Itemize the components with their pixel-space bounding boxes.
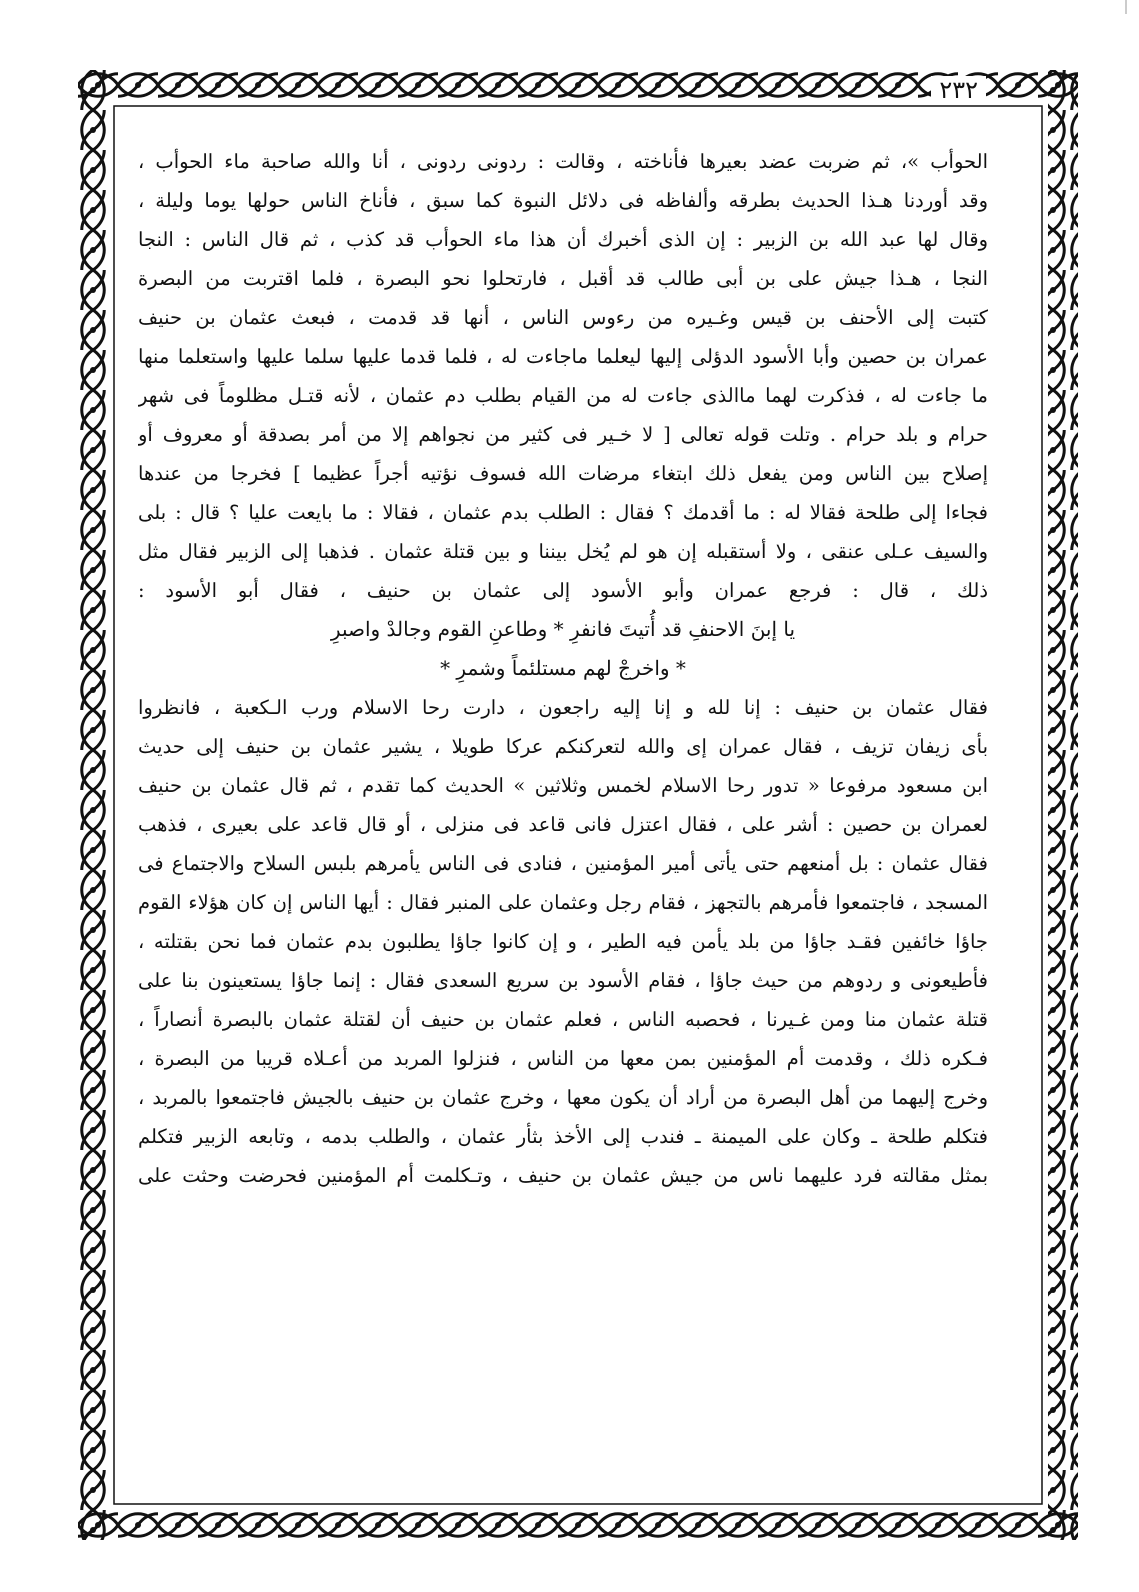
text-line: فجاءا إلى طلحة فقالا له : ما أقدمك ؟ فقال : الطلب بدم عثمان ، فقالا : ما بايعت عليا ؟ قال : بلى bbox=[138, 501, 988, 524]
text-line: فقال عثمان : بل أمنعهم حتى يأتى أمير المؤمنين ، فنادى فى الناس يأمرهم بلبس السلاح والاجتماع فى bbox=[138, 852, 988, 875]
page-number: ٢٣٢ bbox=[931, 76, 986, 104]
page-body bbox=[138, 142, 988, 1195]
text-line: وقال لها عبد الله بن الزبير : إن الذى أخبرك أن هذا ماء الحوأب قد كذب ، ثم قال الناس : النجا bbox=[138, 228, 988, 251]
text-line: حرام و بلد حرام . وتلت قوله تعالى [ لا خـير فى كثير من نجواهم إلا من أمر بصدقة أو معروف أو bbox=[138, 423, 988, 446]
text-line: الحوأب »، ثم ضربت عضد بعيرها فأناخته ، وقالت : ردونى ردونى ، أنا والله صاحبة ماء الحوأب ، bbox=[138, 150, 988, 173]
text-line: بمثل مقالته فرد عليهما ناس من جيش عثمان بن حنيف ، وتـكلمت أم المؤمنين فحرضت وحثت على bbox=[138, 1164, 988, 1187]
text-line: جاؤا خائفين فقـد جاؤا من بلد يأمن فيه الطير ، و إن كانوا جاؤا يطلبون بدم عثمان فما نحن بقتلته ، bbox=[138, 930, 988, 953]
page-frame bbox=[78, 70, 1078, 1540]
text-line: النجا ، هـذا جيش على بن أبى طالب قد أقبل ، فارتحلوا نحو البصرة ، فلما اقتربت من البصرة bbox=[138, 267, 988, 290]
text-line: كتبت إلى الأحنف بن قيس وغـيره من رءوس الناس ، أنها قد قدمت ، فبعث عثمان بن حنيف bbox=[138, 306, 988, 329]
text-line: ابن مسعود مرفوعا « تدور رحا الاسلام لخمس وثلاثين » الحديث كما تقدم ، ثم قال عثمان بن حنيف bbox=[138, 774, 988, 797]
verse-line: * واخرجْ لهم مستلئماً وشمرِ * bbox=[440, 656, 686, 680]
text-line: وخرج إليهما من أهل البصرة من أراد أن يكون معها ، وخرج عثمان بن حنيف بالجيش فاجتمعوا بالمربد ، bbox=[138, 1086, 988, 1109]
text-line: إصلاح بين الناس ومن يفعل ذلك ابتغاء مرضات الله فسوف نؤتيه أجراً عظيما ] فخرجا من عندها bbox=[138, 462, 988, 485]
scan-edge-mark bbox=[1125, 0, 1127, 14]
text-line: ذلك ، قال : فرجع عمران وأبو الأسود إلى عثمان بن حنيف ، فقال أبو الأسود : bbox=[138, 579, 988, 602]
text-line: فقال عثمان بن حنيف : إنا لله و إنا إليه راجعون ، دارت رحا الاسلام ورب الـكعبة ، فانظروا bbox=[138, 696, 988, 719]
text-line: قتلة عثمان منا ومن غـيرنا ، فحصبه الناس ، فعلم عثمان بن حنيف أن لقتلة عثمان بالبصرة أنصاراً ، bbox=[138, 1008, 988, 1031]
text-line: والسيف عـلى عنقى ، ولا أستقبله إن هو لم يُخل بيننا و بين قتلة عثمان . فذهبا إلى الزبير فقال مثل bbox=[138, 540, 988, 563]
text-line: المسجد ، فاجتمعوا فأمرهم بالتجهز ، فقام رجل وعثمان على المنبر فقال : أيها الناس إن كان هؤلاء القوم bbox=[138, 891, 988, 914]
text-line: فـكره ذلك ، وقدمت أم المؤمنين بمن معها من الناس ، فنزلوا المربد من أعـلاه قريبا من البصرة ، bbox=[138, 1047, 988, 1070]
text-line: عمران بن حصين وأبا الأسود الدؤلى إليها ليعلما ماجاءت له ، فلما قدما عليها سلما عليها واستعلما منها bbox=[138, 345, 988, 368]
text-line: ما جاءت له ، فذكرت لهما ماالذى جاءت له من القيام بطلب دم عثمان ، لأنه قتـل مظلوماً فى شهر bbox=[138, 384, 988, 407]
text-line: فأطيعونى و ردوهم من حيث جاؤا ، فقام الأسود بن سريع السعدى فقال : إنما جاؤا يستعينون بنا على bbox=[138, 969, 988, 992]
text-line: بأى زيفان تزيف ، فقال عمران إى والله لتعركنكم عركا طويلا ، يشير عثمان بن حنيف إلى حديث bbox=[138, 735, 988, 758]
text-line: فتكلم طلحة ـ وكان على الميمنة ـ فندب إلى الأخذ بثأر عثمان ، والطلب بدمه ، وتابعه الزبير فتكلم bbox=[138, 1125, 988, 1148]
verse-line: يا إبنَ الاحنفِ قد أُتيتَ فانفرِ * وطاعنِ القوم وجالدْ واصبرِ bbox=[330, 617, 796, 641]
text-line: لعمران بن حصين : أشر على ، فقال اعتزل فانى قاعد فى منزلى ، أو قال قاعد على بعيرى ، فذهب bbox=[138, 813, 988, 836]
text-line: وقد أوردنا هـذا الحديث بطرقه وألفاظه فى دلائل النبوة كما سبق ، فأناخ الناس حولها يوما وليلة ، bbox=[138, 189, 988, 212]
